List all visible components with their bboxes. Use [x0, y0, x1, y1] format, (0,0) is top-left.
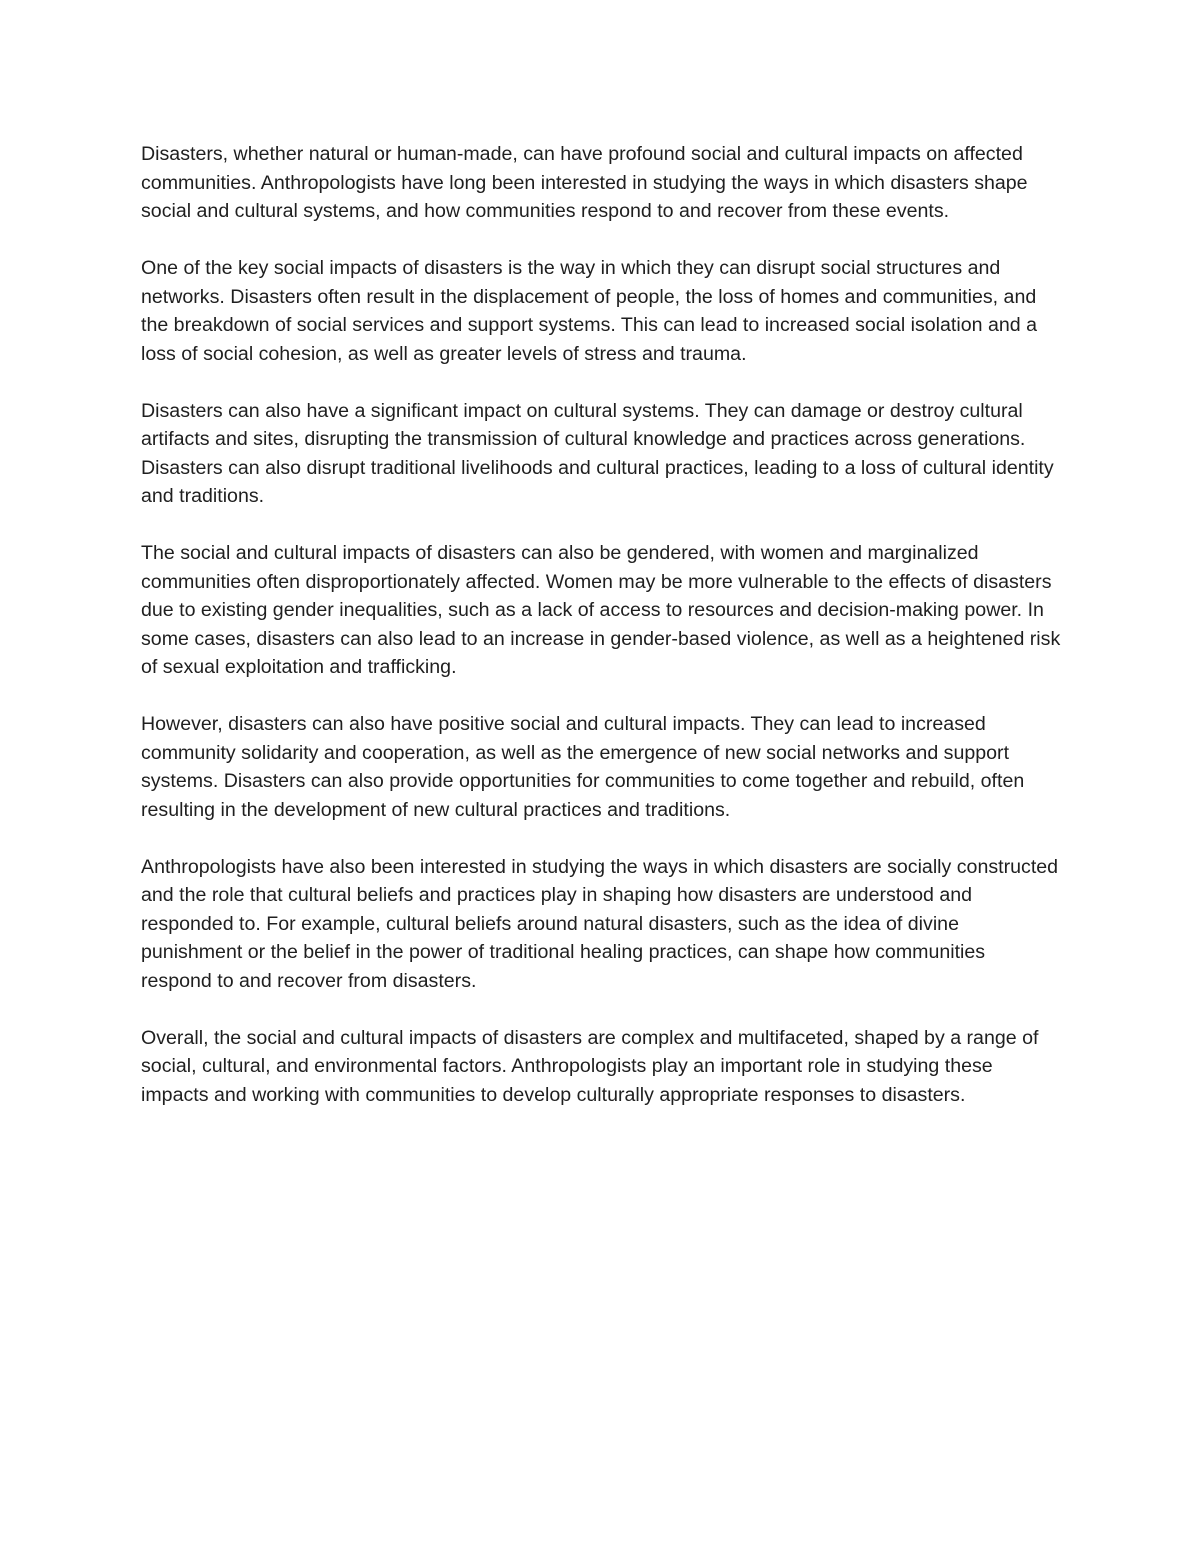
- paragraph-7: Overall, the social and cultural impacts of disasters are complex and multifaceted, shaped by a range of social, cultural, and environmental factors. Anthropologists play an important role in studying these impacts and working with communities to develop culturally appropriate responses to disasters.: [141, 1026, 1039, 1106]
- paragraph-2: One of the key social impacts of disasters is the way in which they can disrupt social structures and networks. Disasters often result in the displacement of people, the loss of homes and communities, and the breakdown of social services and support systems. This can lead to increased social isolation and a loss of social cohesion, as well as greater levels of stress and trauma.: [141, 257, 1037, 365]
- document-body: [141, 140, 1061, 1138]
- paragraph-6: Anthropologists have also been interested in studying the ways in which disasters are socially constructed and the role that cultural beliefs and practices play in shaping how disasters are understood and responded to. For example, cultural beliefs around natural disasters, such as the idea of divine punishment or the belief in the power of traditional healing practices, can shape how communities respond to and recover from disasters.: [141, 855, 1059, 992]
- paragraph-5: However, disasters can also have positive social and cultural impacts. They can lead to increased community solidarity and cooperation, as well as the emergence of new social networks and support systems. Disasters can also provide opportunities for communities to come together and rebuild, often resulting in the development of new cultural practices and traditions.: [141, 713, 1025, 821]
- paragraph-1: Disasters, whether natural or human-made, can have profound social and cultural impacts on affected communities. Anthropologists have long been interested in studying the ways in which disasters shape social and cultural systems, and how communities respond to and recover from these events.: [141, 143, 1028, 222]
- paragraph-3: Disasters can also have a significant impact on cultural systems. They can damage or destroy cultural artifacts and sites, disrupting the transmission of cultural knowledge and practices across generations. Disasters can also disrupt traditional livelihoods and cultural practices, leading to a loss of cultural identity and traditions.: [141, 399, 1054, 507]
- paragraph-4: The social and cultural impacts of disasters can also be gendered, with women and marginalized communities often disproportionately affected. Women may be more vulnerable to the effects of disasters due to existing gender inequalities, such as a lack of access to resources and decision-making power. In some cases, disasters can also lead to an increase in gender-based violence, as well as a heightened risk of sexual exploitation and trafficking.: [141, 542, 1061, 678]
